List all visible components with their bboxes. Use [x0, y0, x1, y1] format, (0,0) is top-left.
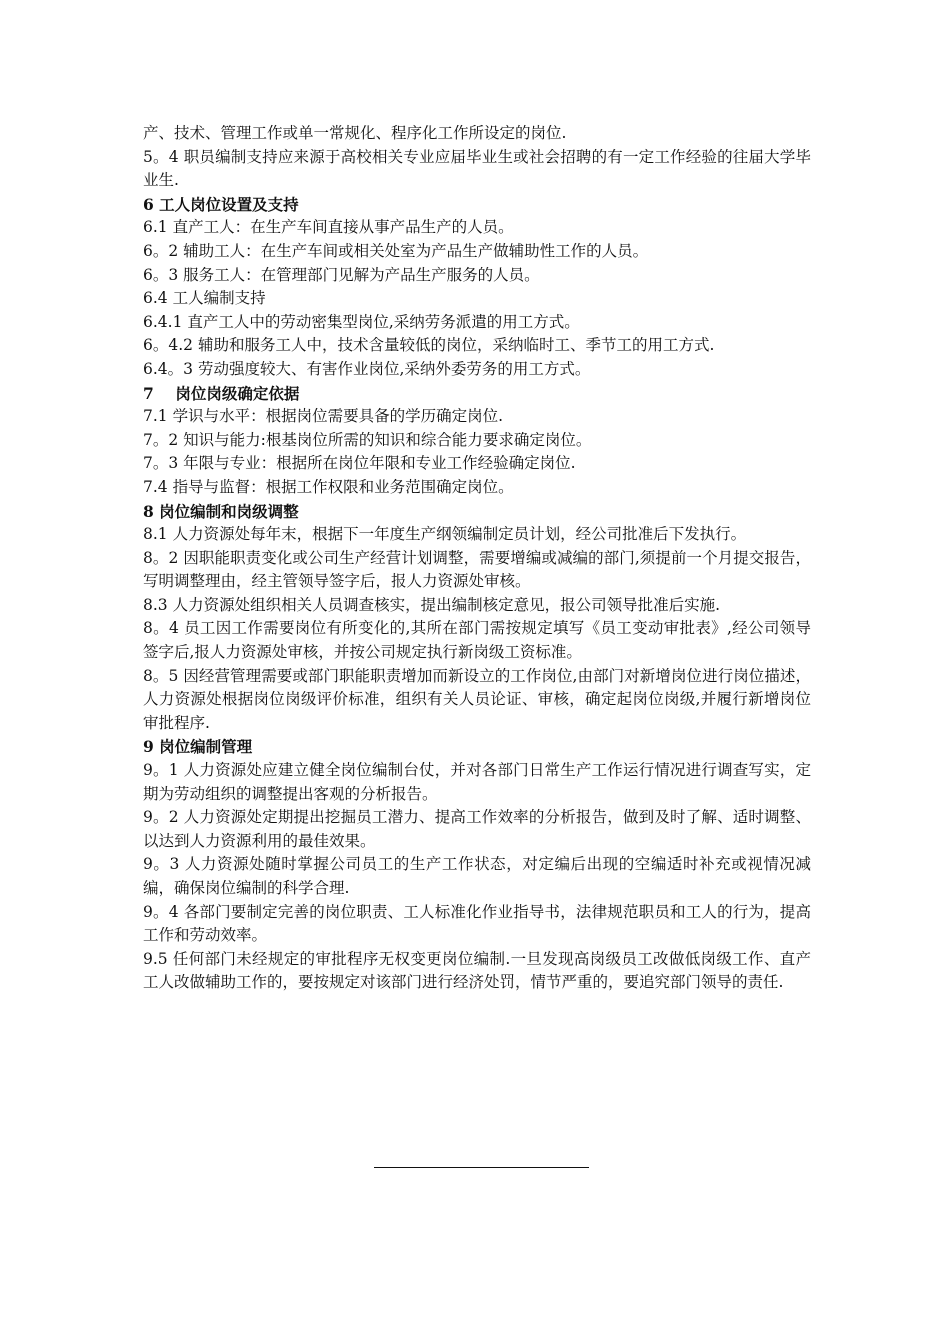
paragraph: 6.4。3 劳动强度较大、有害作业岗位,采纳外委劳务的用工方式。: [143, 359, 591, 378]
paragraph: 8.3 人力资源处组织相关人员调查核实，提出编制核定意见，报公司领导批准后实施.: [143, 595, 721, 614]
paragraph: 6。3 服务工人：在管理部门见解为产品生产服务的人员。: [143, 265, 540, 284]
paragraph: 7.1 学识与水平：根据岗位需要具备的学历确定岗位.: [143, 407, 504, 426]
section-heading: 9 岗位编制管理: [143, 737, 253, 757]
paragraph: 6.4 工人编制支持: [143, 289, 266, 308]
paragraph: 7。3 年限与专业：根据所在岗位年限和专业工作经验确定岗位.: [143, 454, 576, 473]
document-body: [143, 122, 811, 995]
paragraph: 6.1 直产工人：在生产车间直接从事产品生产的人员。: [143, 218, 514, 237]
paragraph: 7。2 知识与能力:根基岗位所需的知识和综合能力要求确定岗位。: [143, 430, 592, 449]
paragraph: 6.4.1 直产工人中的劳动密集型岗位,采纳劳务派遣的用工方式。: [143, 312, 580, 331]
paragraph: 7.4 指导与监督：根据工作权限和业务范围确定岗位。: [143, 477, 514, 496]
paragraph: 9。2 人力资源处定期提出挖掘员工潜力、提高工作效率的分析报告，做到及时了解、适时调整、以达到人力资源利用的最佳效果。: [143, 808, 811, 850]
paragraph: 9。4 各部门要制定完善的岗位职责、工人标准化作业指导书，法律规范职员和工人的行为，提高工作和劳动效率。: [143, 902, 811, 945]
footnote-separator-line: [374, 1167, 589, 1168]
paragraph: 8。4 员工因工作需要岗位有所变化的,其所在部门需按规定填写《员工变动审批表》,经公司领导签字后,报人力资源处审核，并按公司规定执行新岗级工资标准。: [143, 619, 811, 662]
paragraph: 9。3 人力资源处随时掌握公司员工的生产工作状态，对定编后出现的空编适时补充或视情况减编，确保岗位编制的科学合理.: [143, 855, 811, 897]
section-heading: 8 岗位编制和岗级调整: [143, 501, 299, 521]
section-heading: 6 工人岗位设置及支持: [143, 194, 299, 214]
paragraph: 6。4.2 辅助和服务工人中，技术含量较低的岗位，采纳临时工、季节工的用工方式.: [143, 336, 715, 355]
paragraph: 8。5 因经营管理需要或部门职能职责增加而新设立的工作岗位,由部门对新增岗位进行岗位描述，人力资源处根据岗位岗级评价标准，组织有关人员论证、审核，确定起岗位岗级,并履行新增岗位审批程序.: [143, 666, 811, 732]
section-heading: 7 岗位岗级确定依据: [143, 383, 300, 403]
paragraph: 9.5 任何部门未经规定的审批程序无权变更岗位编制.一旦发现高岗级员工改做低岗级工作、直产工人改做辅助工作的，要按规定对该部门进行经济处罚，情节严重的，要追究部门领导的责任.: [143, 949, 811, 992]
paragraph: 8。2 因职能职责变化或公司生产经营计划调整，需要增编或减编的部门,须提前一个月提交报告，写明调整理由，经主管领导签字后，报人力资源处审核。: [143, 548, 811, 591]
paragraph: 5。4 职员编制支持应来源于高校相关专业应届毕业生或社会招聘的有一定工作经验的往届大学毕业生.: [143, 147, 811, 190]
paragraph: 6。2 辅助工人：在生产车间或相关处室为产品生产做辅助性工作的人员。: [143, 241, 649, 260]
paragraph: 8.1 人力资源处每年末，根据下一年度生产纲领编制定员计划，经公司批准后下发执行。: [143, 525, 747, 544]
paragraph: 产、技术、管理工作或单一常规化、程序化工作所设定的岗位.: [143, 124, 567, 142]
paragraph: 9。1 人力资源处应建立健全岗位编制台仗，并对各部门日常生产工作运行情况进行调查写实，定期为劳动组织的调整提出客观的分析报告。: [143, 761, 811, 803]
